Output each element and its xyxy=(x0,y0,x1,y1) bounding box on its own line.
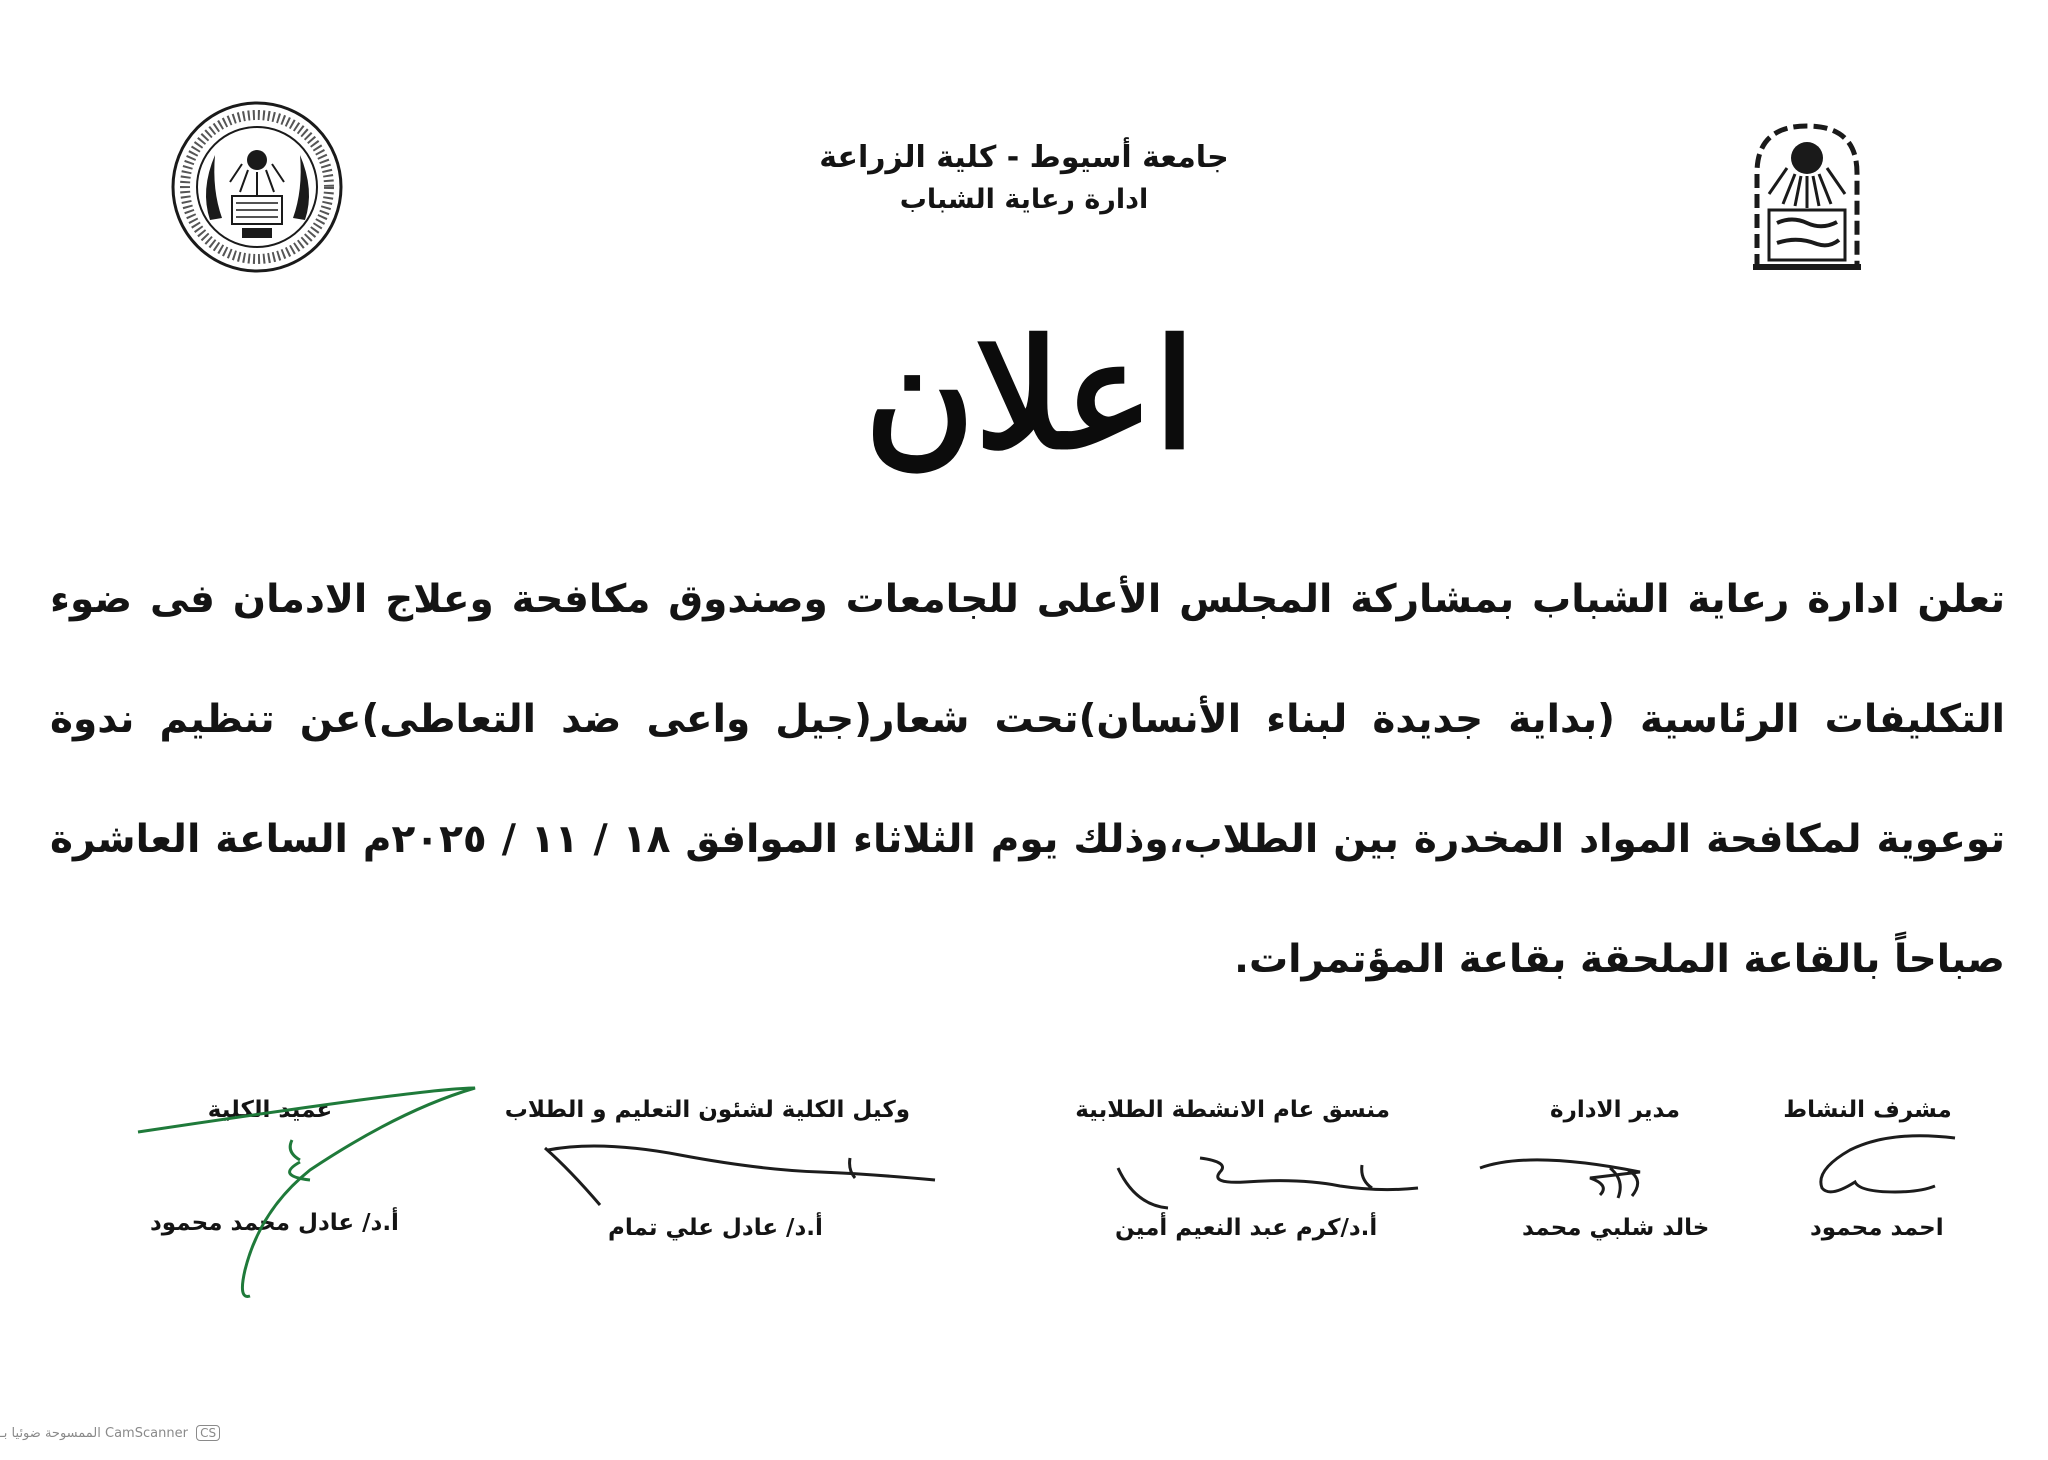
announcement-title xyxy=(780,290,1280,500)
signature-name: خالد شلبي محمد xyxy=(1522,1215,1710,1241)
signature-scribble-department-manager xyxy=(1480,1160,1640,1198)
signature-role: منسق عام الانشطة الطلابية xyxy=(1075,1097,1390,1123)
signature-block-dean xyxy=(195,1090,345,1130)
university-seal-logo xyxy=(170,100,345,275)
signature-scribble-activity-supervisor xyxy=(1821,1136,1955,1192)
camscanner-badge: CS xyxy=(196,1425,220,1441)
signature-block-activities-coordinator xyxy=(1075,1090,1390,1130)
signature-role: عميد الكلية xyxy=(207,1097,333,1123)
header-department: ادارة رعاية الشباب xyxy=(899,184,1149,215)
header-university-faculty: جامعة أسيوط - كلية الزراعة xyxy=(819,140,1229,175)
signature-name: احمد محمود xyxy=(1810,1215,1944,1241)
signature-name: أ.د/ عادل علي تمام xyxy=(608,1215,823,1241)
signature-block-vice-dean xyxy=(504,1090,910,1130)
signature-scribble-activities-coordinator xyxy=(1118,1158,1418,1208)
camscanner-app: CamScanner xyxy=(105,1426,188,1441)
signature-role: مشرف النشاط xyxy=(1783,1097,1952,1123)
signature-name: أ.د/كرم عبد النعيم أمين xyxy=(1115,1215,1378,1241)
signature-name: أ.د/ عادل محمد محمود xyxy=(150,1210,399,1236)
announcement-title-text: اعلان xyxy=(864,307,1196,483)
signature-role: مدير الادارة xyxy=(1550,1097,1680,1123)
assiut-university-logo xyxy=(1747,118,1867,276)
camscanner-label: الممسوحة ضوئيا بـ xyxy=(0,1426,101,1441)
header xyxy=(724,136,1324,220)
signature-block-activity-supervisor xyxy=(1780,1090,1955,1130)
signature-block-department-manager xyxy=(1530,1090,1700,1130)
signature-role: وكيل الكلية لشئون التعليم و الطلاب xyxy=(504,1097,910,1123)
signature-scribble-vice-dean xyxy=(545,1146,935,1205)
scanner-watermark xyxy=(0,1425,220,1441)
announcement-body: تعلن ادارة رعاية الشباب بمشاركة المجلس الأعلى للجامعات وصندوق مكافحة وعلاج الادمان فى ضوء التكليفات الرئاسية (بداية جديدة لبناء الأنسان)تحت شعار(جيل واعى ضد التعاطى)عن تنظيم ندوة توعوية لمكافحة المواد المخدرة بين الطلاب،وذلك يوم الثلاثاء الموافق ١٨ / ١١ / ٢٠٢٥م الساعة العاشرة صباحاً بالقاعة الملحقة بقاعة المؤتمرات. xyxy=(50,577,2005,982)
